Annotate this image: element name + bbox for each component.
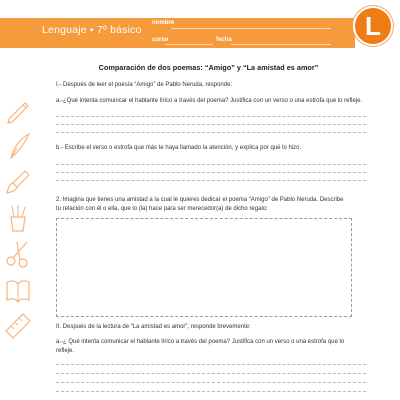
worksheet-title: Comparación de dos poemas: “Amigo” y “La amistad es amor” bbox=[98, 63, 319, 72]
book-icon bbox=[3, 275, 33, 305]
answer-line[interactable] bbox=[56, 391, 366, 392]
pencil-icon bbox=[3, 95, 33, 125]
ruler-icon bbox=[3, 311, 33, 341]
answer-line[interactable] bbox=[56, 373, 366, 374]
answer-box[interactable] bbox=[56, 218, 352, 317]
decorative-icon-column bbox=[3, 95, 39, 347]
course-field[interactable] bbox=[165, 44, 213, 45]
answer-line[interactable] bbox=[56, 116, 366, 117]
date-label: fecha bbox=[216, 37, 232, 43]
question-2-line1: 2. Imagina que tienes una amistad a la cual le quieres dedicar el poema “Amigo” de Pablo Neruda. Describe bbox=[56, 197, 344, 203]
answer-line[interactable] bbox=[56, 382, 366, 383]
question-2a-line2: refleje. bbox=[56, 348, 75, 354]
course-label: curso bbox=[152, 37, 169, 43]
subject-label: Lenguaje • 7º básico bbox=[42, 24, 142, 36]
name-label: nombre bbox=[152, 20, 175, 26]
answer-line[interactable] bbox=[56, 164, 366, 165]
quill-pen-icon bbox=[3, 131, 33, 161]
question-1a: a.-¿Qué intenta comunicar el hablante lírico a través del poema? Justifica con un verso o una estrofa que lo refleje. bbox=[56, 98, 363, 104]
name-field[interactable] bbox=[171, 28, 331, 29]
section2-intro: II. Después de la lectura de “La amistad es amor”, responde brevemente: bbox=[56, 324, 251, 330]
section1-intro: I.- Después de leer el poesía “Amigo” de Pablo Neruda, responde: bbox=[56, 82, 233, 88]
answer-line[interactable] bbox=[56, 132, 366, 133]
answer-line[interactable] bbox=[56, 124, 366, 125]
question-2-line2: tu relación con él o ella, que lo (la) hace para ser merecedor(a) de dicho regalo: bbox=[56, 206, 268, 212]
question-1b: b.- Escribe el verso o estrofa que más te haya llamado la atención, y explica por qué lo hizo. bbox=[56, 145, 302, 151]
date-field[interactable] bbox=[231, 44, 331, 45]
scissors-icon bbox=[3, 239, 33, 269]
answer-line[interactable] bbox=[56, 172, 366, 173]
paintbrush-icon bbox=[3, 167, 33, 197]
answer-line[interactable] bbox=[56, 364, 366, 365]
badge-letter: L bbox=[365, 11, 381, 41]
question-2a-line1: a.-¿ Qué intenta comunicar el hablante lírico a través del poema? Justifica con un verso o una estrofa que lo bbox=[56, 339, 345, 345]
subject-badge bbox=[353, 6, 393, 46]
answer-line[interactable] bbox=[56, 180, 366, 181]
pencil-cup-icon bbox=[3, 203, 33, 233]
